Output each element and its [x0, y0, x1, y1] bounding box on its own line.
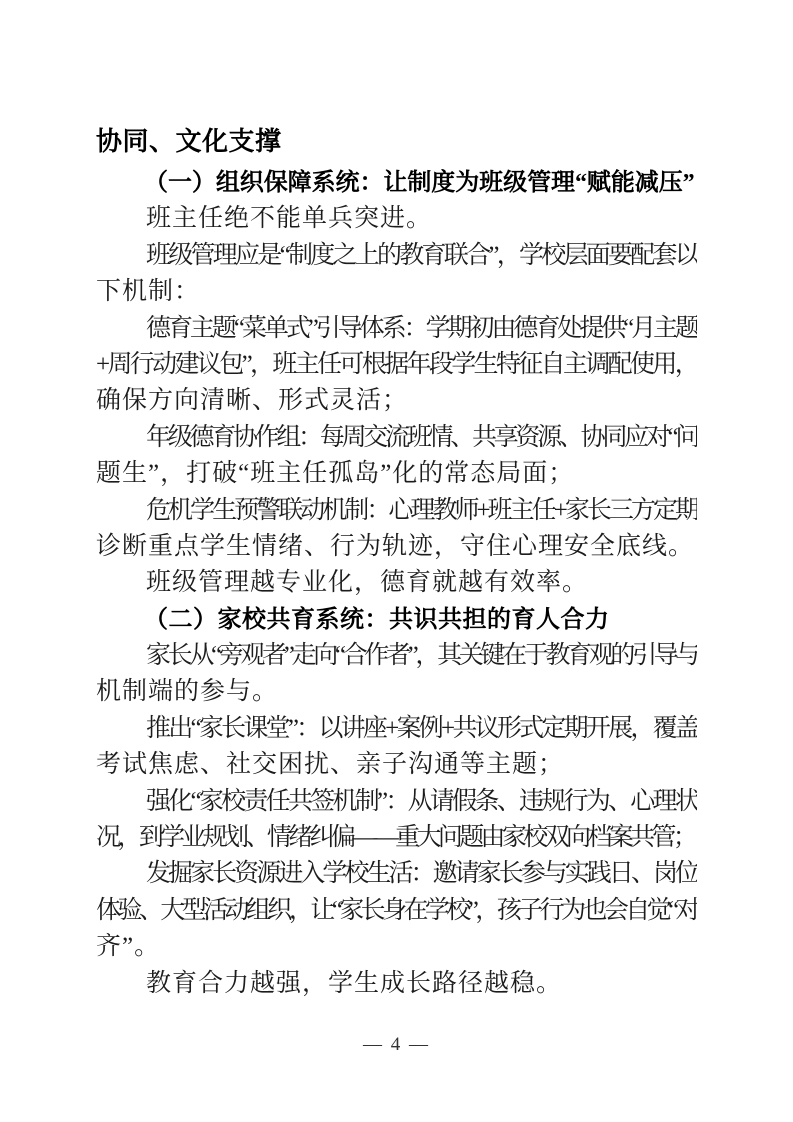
section-heading: （一）组织保障系统：让制度为班级管理“赋能减压”: [144, 170, 695, 196]
paragraph-line: 强化“家校责任共签机制”：从请假条、违规行为、心理状: [146, 787, 697, 815]
document-body: [96, 122, 697, 1002]
paragraphs-container: [96, 165, 697, 1002]
paragraph-line: 考试焦虑、社交困扰、亲子沟通等主题；: [96, 751, 565, 779]
paragraph-line: 题生”，打破“班主任孤岛”化的常态局面；: [96, 460, 575, 488]
paragraph-line: 教育合力越强，学生成长路径越稳。: [146, 969, 563, 997]
section-heading: （二）家校共育系统：共识共担的育人合力: [144, 606, 610, 633]
paragraph-line: 齐”。: [96, 933, 161, 961]
paragraph-line: 班级管理越专业化，德育就越有效率。: [146, 569, 589, 597]
paragraph-line: 确保方向清晰、形式灵活；: [96, 387, 409, 415]
paragraph-line: 发掘家长资源进入学校生活：邀请家长参与实践日、岗位: [146, 860, 697, 888]
paragraph-line: 年级德育协作组：每周交流班情、共享资源、协同应对“问: [146, 423, 697, 451]
paragraph-line: 班级管理应是“制度之上的教育联合”，学校层面要配套以: [146, 241, 697, 269]
paragraph-line: 家长从“旁观者”走向“合作者”，其关键在于教育观的引导与: [146, 642, 697, 670]
paragraph-line: 体验、大型活动组织，让“家长身在学校”，孩子行为也会自觉“对: [96, 896, 697, 924]
page-number: — 4 —: [363, 1034, 430, 1055]
paragraph-line: +周行动建议包”，班主任可根据年段学生特征自主调配使用，: [96, 350, 697, 378]
paragraph-line: 危机学生预警联动机制：心理教师+班主任+家长三方定期: [146, 496, 697, 524]
paragraph-line: 机制端的参与。: [96, 678, 279, 706]
paragraph-line: 推出“家长课堂”：以讲座+案例+共议形式定期开展，覆盖: [146, 714, 697, 742]
paragraph-line: 班主任绝不能单兵突进。: [146, 205, 433, 233]
paragraph-line: 德育主题“菜单式”引导体系：学期初由德育处提供“月主题: [146, 314, 697, 342]
paragraph-line: 况，到学业规划、情绪纠偏——重大问题由家校双向档案共管；: [96, 824, 695, 852]
document-title: 协同、文化支撑: [96, 126, 282, 156]
paragraph-line: 下机制：: [96, 278, 201, 306]
paragraph-line: 诊断重点学生情绪、行为轨迹，守住心理安全底线。: [96, 532, 695, 560]
